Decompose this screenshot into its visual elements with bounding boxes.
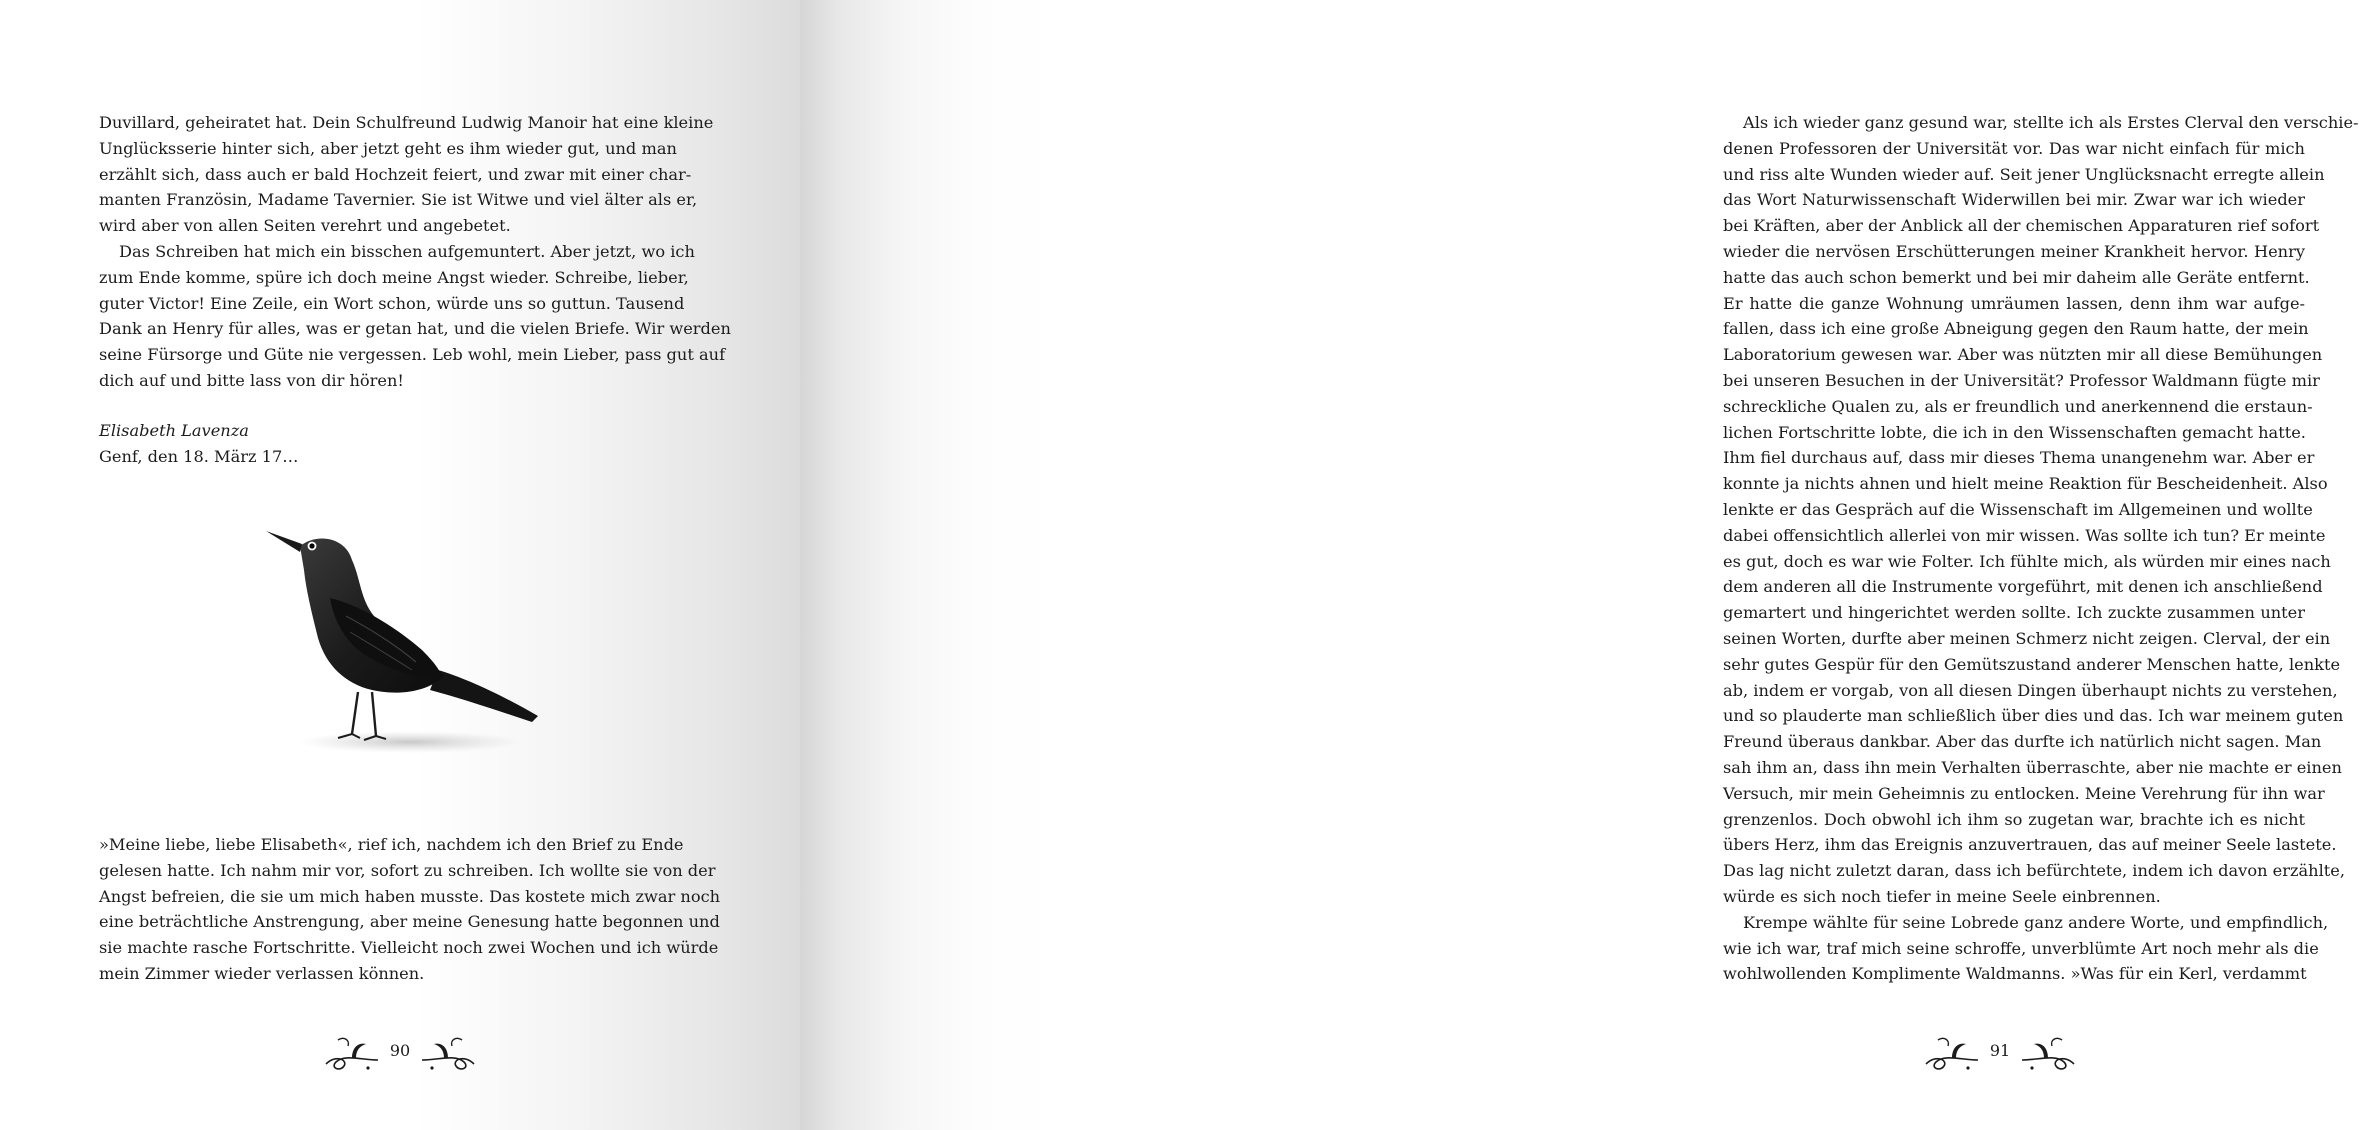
text-line: und riss alte Wunden wieder auf. Seit jener Unglücksnacht erregte allein bbox=[1723, 164, 2325, 184]
narrative-text bbox=[1723, 110, 2359, 987]
text-line: Unglücksserie hinter sich, aber jetzt geht es ihm wieder gut, und man bbox=[99, 138, 677, 158]
text-line: guter Victor! Eine Zeile, ein Wort schon, würde uns so guttun. Tausend bbox=[99, 293, 685, 313]
flourish-left-icon bbox=[322, 1030, 382, 1074]
text-line: fallen, dass ich eine große Abneigung gegen den Raum hatte, der mein bbox=[1723, 319, 2309, 339]
text-line: Das Schreiben hat mich ein bisschen aufgemuntert. Aber jetzt, wo ich bbox=[119, 241, 695, 261]
text-line: dem anderen all die Instrumente vorgeführt, mit denen ich anschließend bbox=[1723, 577, 2323, 597]
text-line: würde es sich noch tiefer in meine Seele einbrennen. bbox=[1723, 886, 2161, 906]
right-page bbox=[800, 0, 2359, 1130]
text-line: Das lag nicht zuletzt daran, dass ich befürchtete, indem ich davon erzählte, bbox=[1723, 861, 2345, 881]
dateline: Genf, den 18. März 17… bbox=[99, 446, 299, 466]
text-line: hatte das auch schon bemerkt und bei mir daheim alle Geräte entfernt. bbox=[1723, 267, 2310, 287]
text-line: Dank an Henry für alles, was er getan hat, und die vielen Briefe. Wir werden bbox=[99, 319, 731, 339]
text-line: Laboratorium gewesen war. Aber was nützten mir all diese Bemühungen bbox=[1723, 345, 2323, 365]
text-line: dabei offensichtlich allerlei von mir wissen. Was sollte ich tun? Er meinte bbox=[1723, 525, 2326, 545]
letter-signature-block bbox=[99, 418, 677, 470]
text-line: mein Zimmer wieder verlassen können. bbox=[99, 963, 425, 983]
flourish-right-icon bbox=[2018, 1030, 2078, 1074]
text-line: grenzenlos. Doch obwohl ich ihm so zugetan war, brachte ich es nicht bbox=[1723, 809, 2305, 829]
narrative-paragraph bbox=[99, 832, 721, 987]
text-line: denen Professoren der Universität vor. Das war nicht einfach für mich bbox=[1723, 138, 2305, 158]
text-line: und so plauderte man schließlich über dies und das. Ich war meinem guten bbox=[1723, 706, 2344, 726]
text-line: Er hatte die ganze Wohnung umräumen lassen, denn ihm war aufge- bbox=[1723, 293, 2305, 313]
text-line: Als ich wieder ganz gesund war, stellte ich als Erstes Clerval den verschie- bbox=[1743, 113, 2359, 132]
page-number: 90 bbox=[389, 1041, 411, 1060]
text-line: gelesen hatte. Ich nahm mir vor, sofort zu schreiben. Ich wollte sie von der bbox=[99, 860, 716, 880]
text-line: bei Kräften, aber der Anblick all der chemischen Apparaturen rief sofort bbox=[1723, 216, 2320, 236]
text-line: lichen Fortschritte lobte, die ich in den Wissenschaften gemacht hatte. bbox=[1723, 422, 2306, 442]
text-line: sie machte rasche Fortschritte. Vielleicht noch zwei Wochen und ich würde bbox=[99, 938, 719, 958]
signature: Elisabeth Lavenza bbox=[99, 421, 249, 440]
page-number-footer bbox=[300, 1030, 500, 1074]
page-number-footer bbox=[1900, 1030, 2100, 1074]
text-line: übers Herz, ihm das Ereignis anzuvertrauen, das auf meiner Seele lastete. bbox=[1723, 835, 2337, 855]
text-line: das Wort Naturwissenschaft Widerwillen bei mir. Zwar war ich wieder bbox=[1723, 190, 2305, 210]
text-line: gemartert und hingerichtet werden sollte. Ich zuckte zusammen unter bbox=[1723, 603, 2305, 623]
text-line: wieder die nervösen Erschütterungen meiner Krankheit hervor. Henry bbox=[1723, 241, 2305, 261]
blackbird-illustration bbox=[260, 520, 560, 770]
text-line: seine Fürsorge und Güte nie vergessen. Leb wohl, mein Lieber, pass gut auf bbox=[99, 345, 726, 365]
text-line: Duvillard, geheiratet hat. Dein Schulfreund Ludwig Manoir hat eine kleine bbox=[99, 113, 714, 132]
page-number: 91 bbox=[1989, 1041, 2011, 1060]
text-line: bei unseren Besuchen in der Universität? Professor Waldmann fügte mir bbox=[1723, 370, 2320, 390]
flourish-right-icon bbox=[418, 1030, 478, 1074]
text-line: erzählt sich, dass auch er bald Hochzeit feiert, und zwar mit einer char- bbox=[99, 164, 692, 184]
text-line: »Meine liebe, liebe Elisabeth«, rief ich, nachdem ich den Brief zu Ende bbox=[99, 835, 684, 854]
text-line: manten Französin, Madame Tavernier. Sie ist Witwe und viel älter als er, bbox=[99, 190, 698, 210]
text-line: wohlwollenden Komplimente Waldmanns. »Was für ein Kerl, verdammt bbox=[1723, 964, 2307, 984]
left-page bbox=[0, 0, 800, 1130]
text-line: Ihm fiel durchaus auf, dass mir dieses Thema unangenehm war. Aber er bbox=[1723, 448, 2315, 468]
text-line: wie ich war, traf mich seine schroffe, unverblümte Art noch mehr als die bbox=[1723, 938, 2319, 958]
text-line: Krempe wählte für seine Lobrede ganz andere Worte, und empfindlich, bbox=[1743, 912, 2329, 932]
text-line: ab, indem er vorgab, von all diesen Dingen überhaupt nichts zu verstehen, bbox=[1723, 680, 2338, 700]
text-line: eine beträchtliche Anstrengung, aber meine Genesung hatte begonnen und bbox=[99, 912, 720, 932]
text-line: Freund überaus dankbar. Aber das durfte ich natürlich nicht sagen. Man bbox=[1723, 732, 2322, 752]
text-line: Angst befreien, die sie um mich haben musste. Das kostete mich zwar noch bbox=[99, 886, 721, 906]
text-line: wird aber von allen Seiten verehrt und angebetet. bbox=[99, 216, 511, 236]
text-line: dich auf und bitte lass von dir hören! bbox=[99, 370, 404, 390]
text-line: lenkte er das Gespräch auf die Wissenschaft im Allgemeinen und wollte bbox=[1723, 499, 2313, 519]
text-line: zum Ende komme, spüre ich doch meine Angst wieder. Schreibe, lieber, bbox=[99, 267, 689, 287]
text-line: seinen Worten, durfte aber meinen Schmerz nicht zeigen. Clerval, der ein bbox=[1723, 628, 2331, 648]
text-line: sehr gutes Gespür für den Gemütszustand anderer Menschen hatte, lenkte bbox=[1723, 654, 2341, 674]
text-line: konnte ja nichts ahnen und hielt meine Reaktion für Bescheidenheit. Also bbox=[1723, 474, 2328, 494]
text-line: sah ihm an, dass ihn mein Verhalten überraschte, aber nie machte er einen bbox=[1723, 757, 2342, 777]
text-line: es gut, doch es war wie Folter. Ich fühlte mich, als würden mir eines nach bbox=[1723, 551, 2331, 571]
text-line: schreckliche Qualen zu, als er freundlich und anerkennend die erstaun- bbox=[1723, 396, 2313, 416]
letter-continuation bbox=[99, 110, 731, 394]
text-line: Versuch, mir mein Geheimnis zu entlocken. Meine Verehrung für ihn war bbox=[1723, 783, 2325, 803]
flourish-left-icon bbox=[1922, 1030, 1982, 1074]
